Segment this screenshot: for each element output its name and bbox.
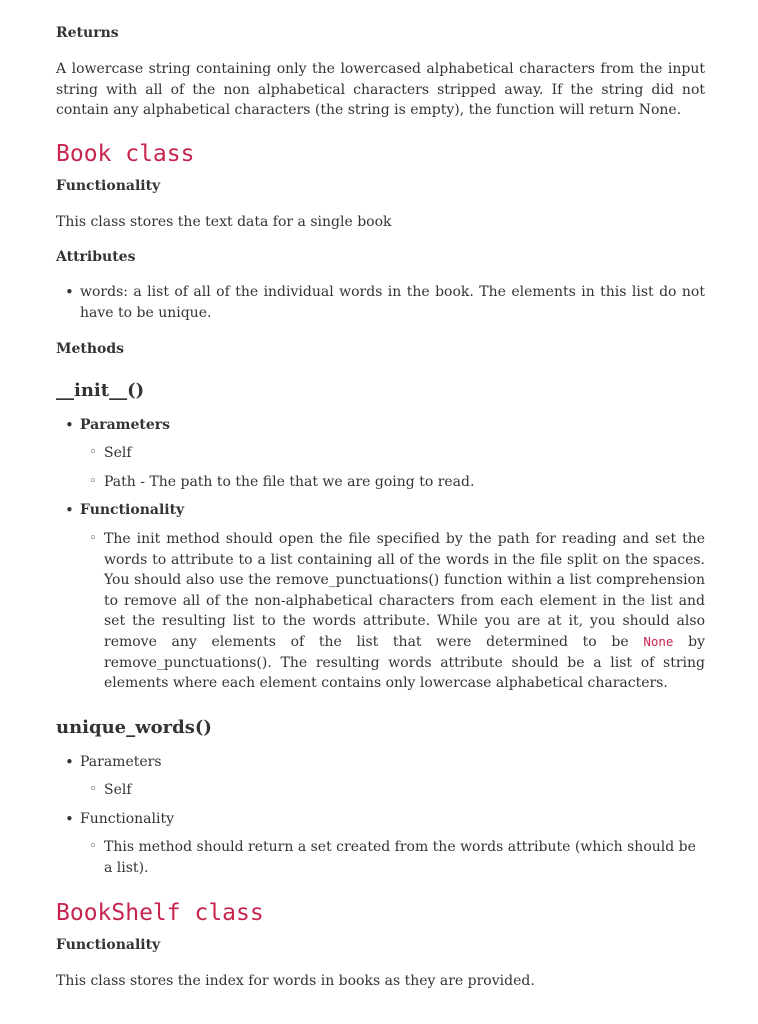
init-parameters-item [56,415,705,493]
init-parameters-list [80,443,705,492]
bookshelf-functionality-label: Functionality [56,936,161,953]
book-functionality-label: Functionality [56,177,161,194]
unique-words-parameters-list [80,780,705,801]
init-functionality-label: Functionality [80,502,185,519]
unique-words-param-self: ◦ Self [80,780,705,801]
book-functionality-text: This class stores the text data for a single book [56,213,392,230]
attribute-words-item: • words: a list of all of the individual words in the book. The elements in this list do not have to be unique. [56,282,705,323]
unique-words-functionality-item [56,809,705,879]
init-func-part1: The init method should open the file specified by the path for reading and set the words to attribute to a list containing all of the words in the file split on the spaces. You should also use the remove_punctuations() function within a list comprehension to remove all of the non-alphabetical characters from each element in the list and set the resulting list to the words attribute. While you are at it, you should also remove any elements of the list that were determined to be [104,530,705,650]
book-attributes-label: Attributes [56,249,136,266]
unique-words-functionality-label: Functionality [80,810,174,827]
book-attributes-list [56,282,705,323]
param-self: ◦ Self [80,443,705,464]
init-functionality-list [80,529,705,694]
init-details-list [56,415,705,694]
unique-words-functionality-text: ◦ This method should return a set created from the words attribute (which should be a list). [80,837,705,878]
init-parameters-label: Parameters [80,416,171,433]
init-functionality-item [56,500,705,693]
book-class-heading: Book class [56,140,195,167]
unique-words-heading: unique_words() [56,716,212,738]
returns-text: A lowercase string containing only the lowercased alphabetical characters from the input string with all of the non alphabetical characters stripped away. If the string did not contain any alphabetical characters (the string is empty), the function will return None. [56,61,705,119]
init-func-part2: by remove_punctuations(). The resulting words attribute should be a list of string elements where each element contains only lowercase alphabetical characters. [104,633,706,692]
unique-words-parameters-label: Parameters [80,753,162,770]
param-path: ◦ Path - The path to the file that we are going to read. [80,472,705,493]
bookshelf-class-heading: BookShelf class [56,899,264,926]
returns-label: Returns [56,25,119,41]
unique-words-details-list [56,752,705,879]
init-functionality-text [80,529,705,694]
book-methods-label: Methods [56,340,125,357]
unique-words-parameters-item [56,752,705,801]
unique-words-functionality-list [80,837,705,878]
init-method-heading: __init__() [56,379,145,401]
none-code: None [643,633,674,649]
bookshelf-functionality-text: This class stores the index for words in books as they are provided. [56,972,535,989]
